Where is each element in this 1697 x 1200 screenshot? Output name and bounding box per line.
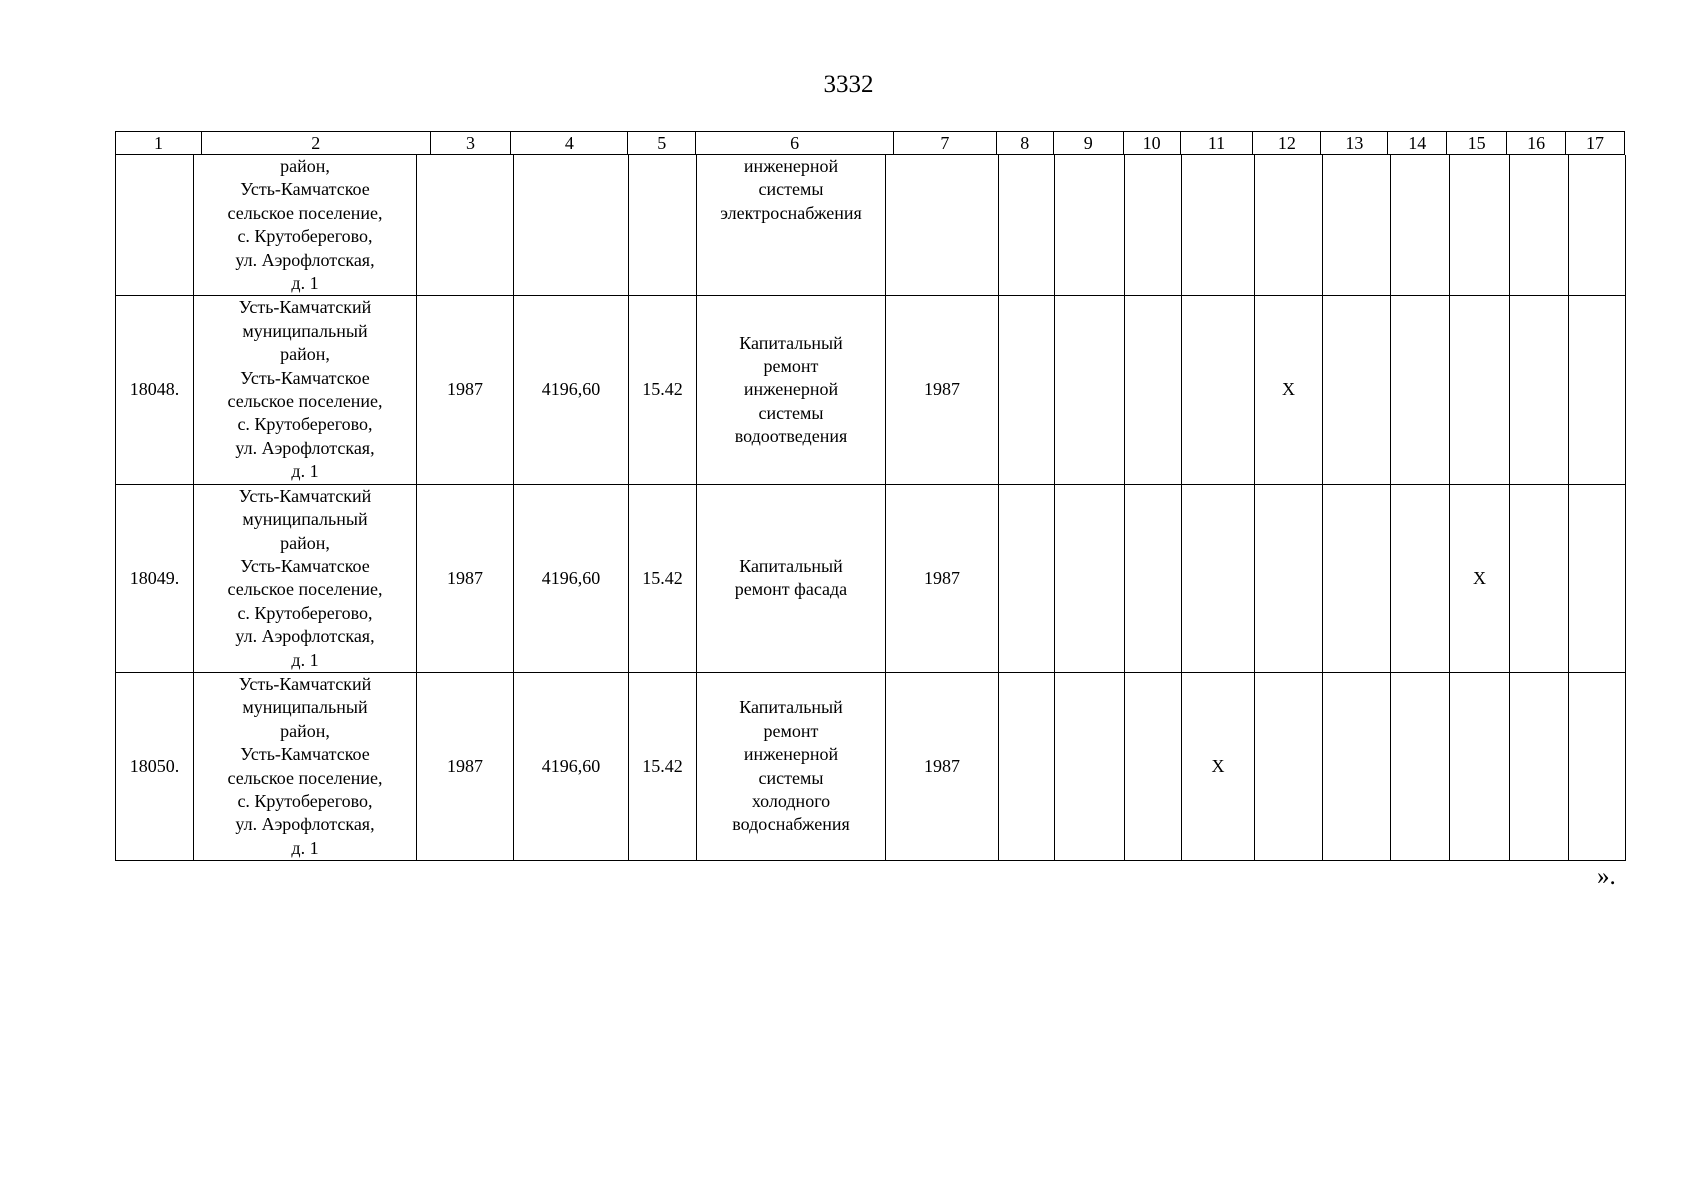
address-line: Усть-Камчатский bbox=[238, 485, 372, 506]
address-line: район, bbox=[280, 532, 330, 553]
cell-c13 bbox=[1323, 296, 1391, 484]
work-line: ремонт bbox=[763, 720, 819, 741]
address-line: муниципальный bbox=[242, 697, 368, 718]
cell-address bbox=[194, 296, 417, 484]
work-line: Капитальный bbox=[739, 555, 843, 576]
cell-c10 bbox=[1125, 484, 1182, 672]
cell-year: 1987 bbox=[417, 484, 514, 672]
cell-c8 bbox=[999, 672, 1055, 860]
cell-address bbox=[194, 484, 417, 672]
address-line: муниципальный bbox=[242, 509, 368, 530]
address-line: сельское поселение, bbox=[227, 202, 383, 223]
cell-year: 1987 bbox=[417, 672, 514, 860]
address-line: д. 1 bbox=[291, 649, 319, 670]
address-line: Усть-Камчатское bbox=[240, 744, 370, 765]
cell-c16 bbox=[1510, 155, 1569, 296]
page-number: 3332 bbox=[823, 71, 874, 98]
header-col-16: 16 bbox=[1507, 132, 1566, 154]
cell-c17 bbox=[1569, 672, 1626, 860]
cell-c13 bbox=[1323, 672, 1391, 860]
address-line: д. 1 bbox=[291, 461, 319, 482]
cell-work bbox=[697, 672, 886, 860]
cell-c8 bbox=[999, 155, 1055, 296]
cell-c13 bbox=[1323, 155, 1391, 296]
cell-c11 bbox=[1182, 155, 1255, 296]
cell-area: 4196,60 bbox=[514, 672, 629, 860]
work-line: ремонт фасада bbox=[734, 579, 848, 600]
cell-c16 bbox=[1510, 484, 1569, 672]
work-line: водоотведения bbox=[734, 426, 848, 447]
cell-code bbox=[629, 155, 697, 296]
cell-c14 bbox=[1391, 155, 1450, 296]
cell-code: 15.42 bbox=[629, 296, 697, 484]
cell-code: 15.42 bbox=[629, 484, 697, 672]
cell-c16 bbox=[1510, 296, 1569, 484]
address-line: ул. Аэрофлотская, bbox=[235, 814, 375, 835]
address-line: ул. Аэрофлотская, bbox=[235, 249, 375, 270]
work-line: Капитальный bbox=[739, 697, 843, 718]
header-col-12: 12 bbox=[1253, 132, 1321, 154]
cell-c13 bbox=[1323, 484, 1391, 672]
work-line: системы bbox=[758, 402, 824, 423]
header-col-7: 7 bbox=[894, 132, 997, 154]
cell-area: 4196,60 bbox=[514, 296, 629, 484]
cell-c10 bbox=[1125, 155, 1182, 296]
cell-c12 bbox=[1255, 155, 1323, 296]
table-row bbox=[116, 484, 1626, 672]
cell-c10 bbox=[1125, 296, 1182, 484]
cell-work bbox=[697, 155, 886, 296]
cell-c17 bbox=[1569, 155, 1626, 296]
cell-year2 bbox=[886, 155, 999, 296]
cell-year2: 1987 bbox=[886, 484, 999, 672]
cell-address bbox=[194, 672, 417, 860]
work-line: инженерной bbox=[743, 156, 839, 176]
address-line: муниципальный bbox=[242, 320, 368, 341]
work-line: водоснабжения bbox=[732, 814, 850, 835]
work-line: ремонт bbox=[763, 355, 819, 376]
header-col-4: 4 bbox=[511, 132, 628, 154]
cell-c9 bbox=[1055, 155, 1125, 296]
header-col-6: 6 bbox=[696, 132, 894, 154]
cell-num: 18050. bbox=[116, 672, 194, 860]
cell-c15 bbox=[1450, 296, 1510, 484]
cell-year2: 1987 bbox=[886, 296, 999, 484]
address-line: район, bbox=[280, 156, 330, 176]
cell-year2: 1987 bbox=[886, 672, 999, 860]
cell-c17 bbox=[1569, 296, 1626, 484]
header-col-17: 17 bbox=[1586, 133, 1604, 153]
cell-c14 bbox=[1391, 484, 1450, 672]
column-number-header bbox=[115, 131, 1625, 155]
cell-c9 bbox=[1055, 672, 1125, 860]
header-col-9: 9 bbox=[1054, 132, 1124, 154]
work-line: системы bbox=[758, 767, 824, 788]
address-line: ул. Аэрофлотская, bbox=[235, 626, 375, 647]
cell-c15 bbox=[1450, 155, 1510, 296]
address-line: с. Крутоберегово, bbox=[237, 226, 373, 247]
header-col-14: 14 bbox=[1388, 132, 1447, 154]
cell-c10 bbox=[1125, 672, 1182, 860]
work-line: системы bbox=[758, 179, 824, 200]
cell-num: 18048. bbox=[116, 296, 194, 484]
header-col-13: 13 bbox=[1321, 132, 1388, 154]
repair-schedule-table bbox=[115, 155, 1626, 861]
work-line: Капитальный bbox=[739, 332, 843, 353]
cell-c9 bbox=[1055, 296, 1125, 484]
address-line: сельское поселение, bbox=[227, 579, 383, 600]
cell-c14 bbox=[1391, 296, 1450, 484]
address-line: Усть-Камчатское bbox=[240, 367, 370, 388]
cell-c11: X bbox=[1182, 672, 1255, 860]
address-line: ул. Аэрофлотская, bbox=[235, 437, 375, 458]
table-row-continuation bbox=[116, 155, 1626, 296]
cell-c8 bbox=[999, 296, 1055, 484]
address-line: район, bbox=[280, 344, 330, 365]
address-line: с. Крутоберегово, bbox=[237, 790, 373, 811]
cell-area: 4196,60 bbox=[514, 484, 629, 672]
cell-c14 bbox=[1391, 672, 1450, 860]
cell-c17 bbox=[1569, 484, 1626, 672]
cell-c16 bbox=[1510, 672, 1569, 860]
cell-c11 bbox=[1182, 296, 1255, 484]
work-line: электроснабжения bbox=[720, 202, 862, 223]
cell-address bbox=[194, 155, 417, 296]
cell-num: 18049. bbox=[116, 484, 194, 672]
address-line: сельское поселение, bbox=[227, 391, 383, 412]
table-row bbox=[116, 672, 1626, 860]
header-col-15: 15 bbox=[1447, 132, 1507, 154]
cell-c15: X bbox=[1450, 484, 1510, 672]
address-line: Усть-Камчатский bbox=[238, 673, 372, 694]
address-line: Усть-Камчатский bbox=[238, 297, 372, 318]
address-line: Усть-Камчатское bbox=[240, 555, 370, 576]
address-line: с. Крутоберегово, bbox=[237, 602, 373, 623]
cell-c11 bbox=[1182, 484, 1255, 672]
work-line: инженерной bbox=[743, 379, 839, 400]
address-line: Усть-Камчатское bbox=[240, 179, 370, 200]
address-line: с. Крутоберегово, bbox=[237, 414, 373, 435]
work-line: холодного bbox=[751, 790, 831, 811]
cell-year: 1987 bbox=[417, 296, 514, 484]
cell-work bbox=[697, 484, 886, 672]
header-col-11: 11 bbox=[1181, 132, 1254, 154]
cell-num bbox=[116, 155, 194, 296]
table-row bbox=[116, 296, 1626, 484]
cell-c12: X bbox=[1255, 296, 1323, 484]
cell-year bbox=[417, 155, 514, 296]
header-col-2: 2 bbox=[202, 132, 431, 154]
cell-work bbox=[697, 296, 886, 484]
closing-quote-mark: ». bbox=[1597, 863, 1616, 890]
address-line: сельское поселение, bbox=[227, 767, 383, 788]
cell-c15 bbox=[1450, 672, 1510, 860]
header-col-10: 10 bbox=[1124, 132, 1181, 154]
address-line: район, bbox=[280, 720, 330, 741]
header-col-5: 5 bbox=[628, 132, 696, 154]
address-line: д. 1 bbox=[291, 273, 319, 294]
cell-code: 15.42 bbox=[629, 672, 697, 860]
cell-c12 bbox=[1255, 672, 1323, 860]
address-line: д. 1 bbox=[291, 837, 319, 858]
cell-c8 bbox=[999, 484, 1055, 672]
header-col-1: 1 bbox=[116, 132, 202, 154]
header-col-8: 8 bbox=[997, 132, 1054, 154]
cell-c12 bbox=[1255, 484, 1323, 672]
work-line: инженерной bbox=[743, 744, 839, 765]
header-col-3: 3 bbox=[431, 132, 512, 154]
cell-c9 bbox=[1055, 484, 1125, 672]
cell-area bbox=[514, 155, 629, 296]
